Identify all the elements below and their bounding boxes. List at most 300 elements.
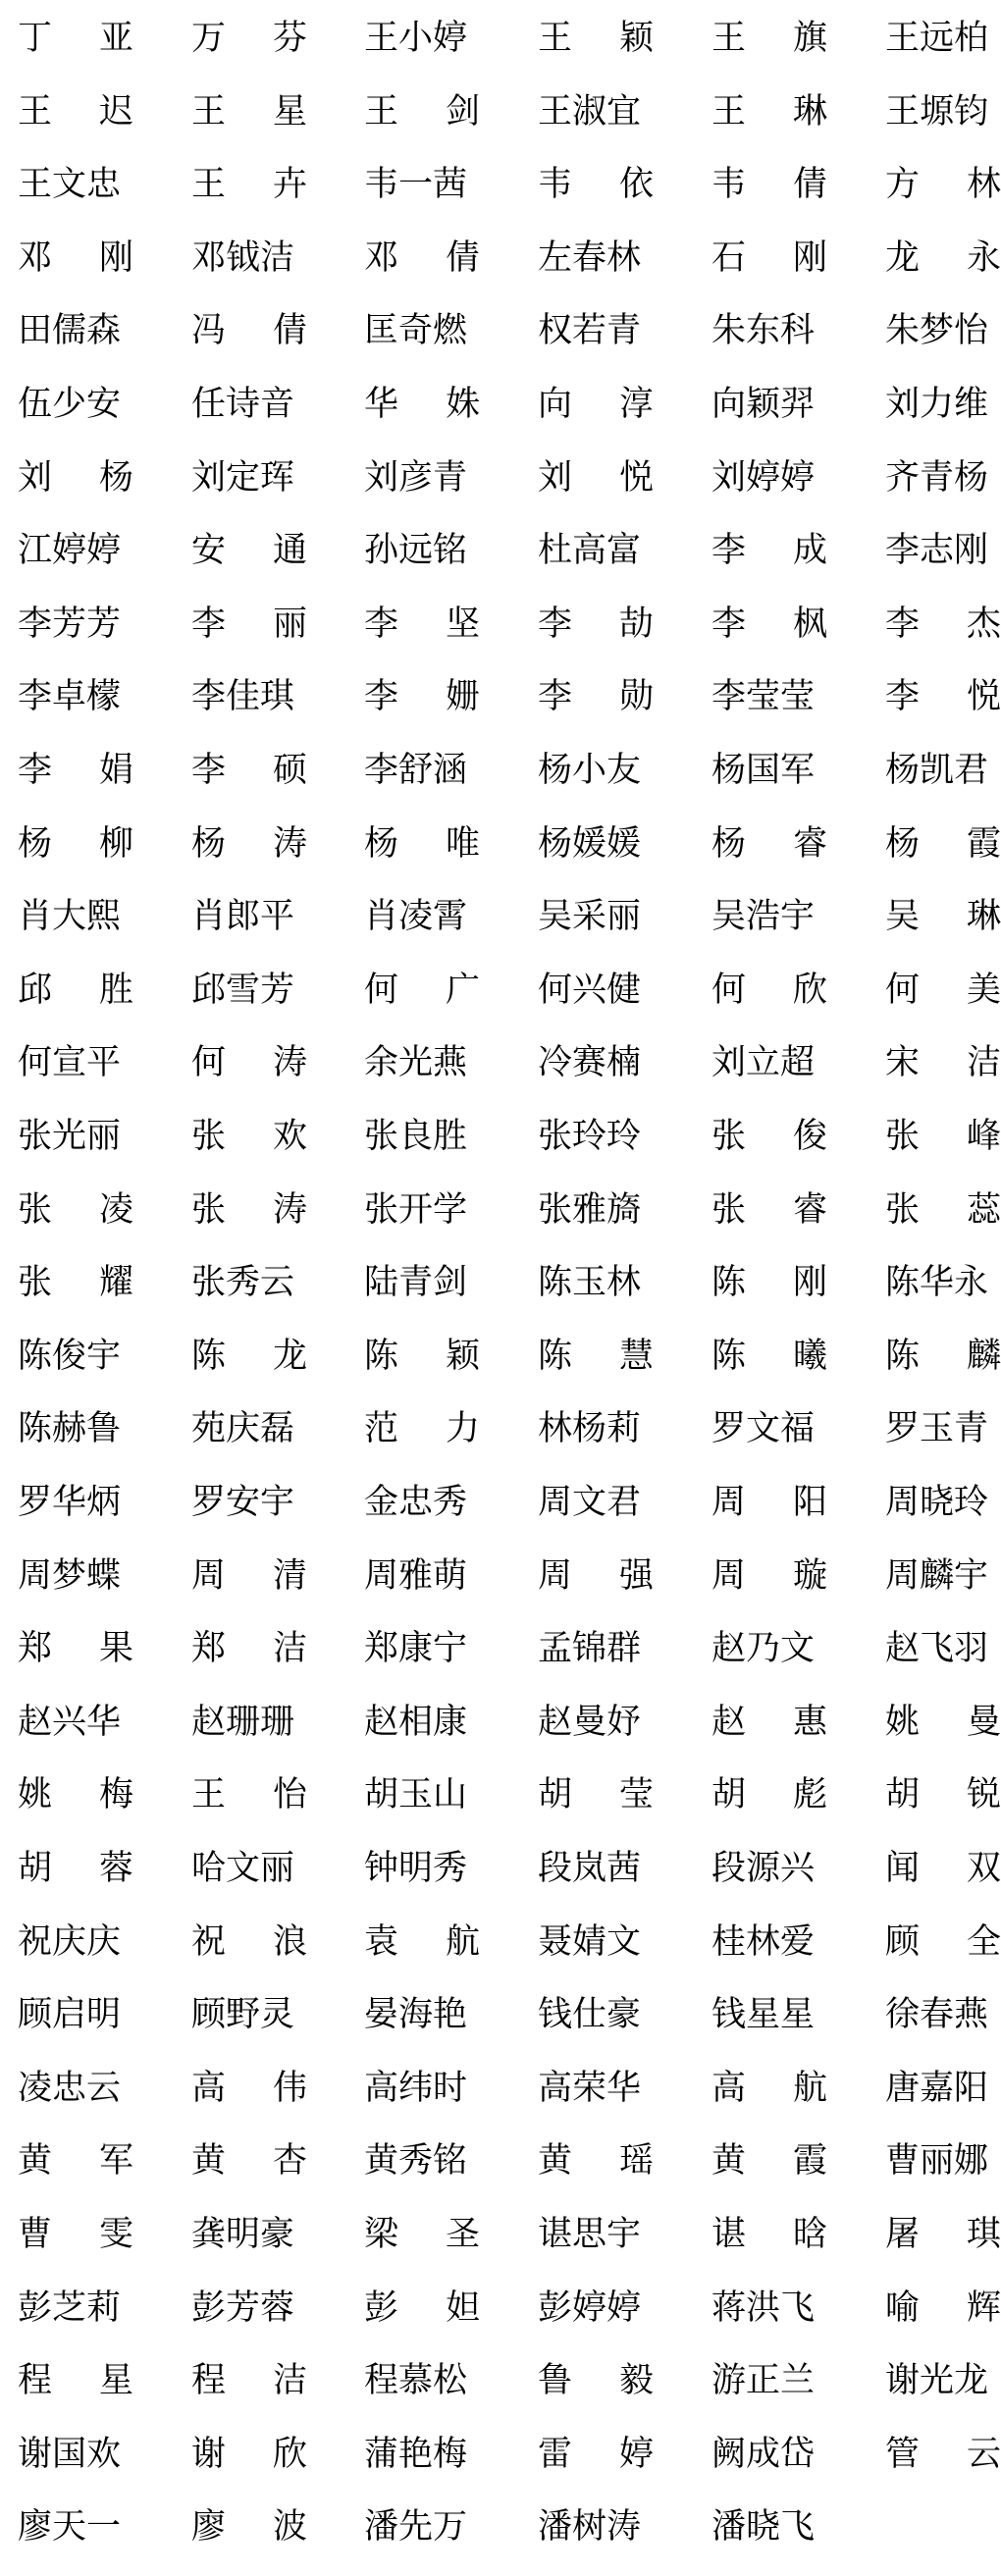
- name-cell: [538, 588, 654, 660]
- name-text: 周麟宇: [885, 1555, 989, 1596]
- name-cell: [538, 2198, 654, 2271]
- name-row: [0, 1174, 1001, 1246]
- name-cell: [711, 660, 827, 733]
- name-cell: [364, 2198, 480, 2271]
- name-cell: [191, 1906, 307, 1978]
- name-text: 左春林: [538, 237, 642, 278]
- name-cell: [885, 1466, 1001, 1539]
- name-cell: [538, 2418, 654, 2491]
- name-char: 吴: [885, 897, 921, 937]
- name-char: 高: [711, 2068, 747, 2108]
- name-cell: [538, 2052, 654, 2125]
- name-cell: [191, 1100, 307, 1173]
- name-char: 勋: [618, 677, 654, 717]
- name-char: 睿: [792, 823, 827, 864]
- name-cell: [538, 1832, 654, 1905]
- name-char: 程: [18, 2361, 53, 2401]
- name-char: 军: [98, 2141, 133, 2182]
- name-char: 胡: [885, 1775, 921, 1815]
- name-char: 成: [792, 531, 827, 571]
- name-cell: [364, 1686, 480, 1759]
- name-text: 朱梦怡: [885, 311, 989, 351]
- name-char: 范: [364, 1409, 399, 1449]
- name-text: 何兴健: [538, 970, 642, 1010]
- name-cell: [885, 1174, 1001, 1246]
- name-cell: [885, 2125, 1001, 2197]
- name-text: 齐青杨: [885, 457, 989, 498]
- name-text: 高纬时: [364, 2068, 468, 2108]
- name-char: 麟: [966, 1336, 1001, 1376]
- name-cell: [538, 1759, 654, 1831]
- name-char: 陈: [885, 1336, 921, 1376]
- name-cell: [885, 1978, 1001, 2051]
- name-char: 亚: [98, 19, 133, 58]
- name-char: 杨: [98, 457, 133, 498]
- name-cell: [885, 1906, 1001, 1978]
- name-char: 毅: [618, 2361, 654, 2401]
- name-cell: [364, 588, 480, 660]
- name-char: 枫: [792, 604, 827, 644]
- name-char: 王: [18, 91, 53, 131]
- name-char: 琳: [966, 897, 1001, 937]
- name-cell: [18, 808, 133, 880]
- name-cell: [538, 2491, 654, 2563]
- name-cell: [18, 1393, 133, 1465]
- name-char: 李: [538, 604, 573, 644]
- name-cell: [364, 1246, 480, 1319]
- name-char: 洁: [272, 1629, 307, 1669]
- name-cell: [364, 2125, 480, 2197]
- name-char: 黄: [191, 2141, 227, 2182]
- name-char: 李: [18, 751, 53, 790]
- name-cell: [18, 1320, 133, 1393]
- name-cell: [191, 368, 307, 441]
- name-text: 徐春燕: [885, 1995, 989, 2035]
- name-text: 伍少安: [18, 385, 122, 424]
- name-char: 霞: [792, 2141, 827, 2182]
- name-cell: [364, 368, 480, 441]
- name-char: 李: [364, 677, 399, 717]
- name-char: 黄: [538, 2141, 573, 2182]
- name-cell: [364, 514, 480, 587]
- name-text: 廖天一: [18, 2507, 122, 2548]
- name-cell: [364, 1466, 480, 1539]
- name-text: 王远柏: [885, 19, 989, 58]
- name-cell: [711, 2, 827, 75]
- name-text: 李舒涵: [364, 751, 468, 790]
- name-row: [0, 734, 997, 807]
- name-char: 林: [966, 165, 1001, 205]
- name-cell: [18, 1686, 133, 1759]
- name-text: 何宣平: [18, 1043, 122, 1083]
- name-cell: [711, 76, 827, 148]
- name-char: 高: [191, 2068, 227, 2108]
- name-char: 万: [191, 19, 227, 58]
- name-cell: [191, 734, 307, 807]
- name-char: 涛: [272, 1189, 307, 1230]
- name-char: 颖: [445, 1336, 480, 1376]
- name-cell: [191, 1759, 307, 1831]
- name-char: 屠: [885, 2215, 921, 2254]
- name-cell: [538, 660, 654, 733]
- name-cell: [191, 2198, 307, 2271]
- name-char: 航: [792, 2068, 827, 2108]
- name-char: 涛: [272, 1043, 307, 1083]
- name-row: [0, 1246, 997, 1319]
- name-cell: [191, 2272, 307, 2344]
- name-cell: [885, 954, 1001, 1026]
- name-text: 张光丽: [18, 1117, 122, 1156]
- name-cell: [885, 76, 1001, 148]
- name-char: 李: [711, 604, 747, 644]
- name-cell: [191, 2418, 307, 2491]
- name-cell: [191, 1832, 307, 1905]
- name-char: 郑: [18, 1629, 53, 1669]
- name-cell: [18, 1612, 133, 1685]
- name-char: 韦: [538, 165, 573, 205]
- name-cell: [191, 2491, 307, 2563]
- name-cell: [538, 808, 654, 880]
- name-char: 周: [711, 1483, 747, 1522]
- name-char: 郑: [191, 1629, 227, 1669]
- name-char: 龙: [885, 237, 921, 278]
- name-cell: [364, 1100, 480, 1173]
- name-cell: [191, 1320, 307, 1393]
- name-char: 涛: [272, 823, 307, 864]
- name-cell: [711, 222, 827, 294]
- name-text: 曹丽娜: [885, 2141, 989, 2182]
- name-text: 苑庆磊: [191, 1409, 295, 1449]
- name-cell: [191, 1466, 307, 1539]
- name-char: 莹: [618, 1775, 654, 1815]
- name-cell: [364, 808, 480, 880]
- name-cell: [191, 294, 307, 367]
- name-char: 蕊: [966, 1189, 1001, 1230]
- name-char: 张: [18, 1263, 53, 1303]
- name-cell: [711, 734, 827, 807]
- name-char: 欣: [272, 2434, 307, 2474]
- name-text: 杨凯君: [885, 751, 989, 790]
- name-cell: [364, 1540, 480, 1612]
- name-cell: [18, 1466, 133, 1539]
- name-row: [0, 2, 997, 75]
- name-cell: [18, 1540, 133, 1612]
- name-char: 曦: [792, 1336, 827, 1376]
- name-char: 双: [966, 1849, 1001, 1888]
- name-char: 柳: [98, 823, 133, 864]
- name-cell: [191, 2052, 307, 2125]
- name-cell: [538, 1026, 654, 1099]
- name-cell: [885, 368, 1001, 441]
- name-char: 李: [364, 604, 399, 644]
- name-cell: [18, 148, 133, 221]
- name-cell: [711, 294, 827, 367]
- name-cell: [364, 880, 480, 953]
- name-text: 刘立超: [711, 1043, 816, 1083]
- name-cell: [538, 2, 654, 75]
- name-cell: [538, 222, 654, 294]
- name-char: 芬: [272, 19, 307, 58]
- name-cell: [18, 1978, 133, 2051]
- name-cell: [711, 1978, 827, 2051]
- name-row: [0, 294, 997, 367]
- name-char: 卉: [272, 165, 307, 205]
- name-char: 广: [445, 970, 480, 1010]
- name-row: [0, 1612, 997, 1685]
- name-char: 睿: [792, 1189, 827, 1230]
- name-text: 林杨莉: [538, 1409, 642, 1449]
- name-cell: [364, 1393, 480, 1465]
- name-char: 李: [885, 604, 921, 644]
- name-cell: [711, 880, 827, 953]
- name-cell: [711, 2344, 827, 2417]
- name-row: [0, 880, 1001, 953]
- name-text: 阙成岱: [711, 2434, 816, 2474]
- name-char: 何: [191, 1043, 227, 1083]
- name-cell: [18, 2418, 133, 2491]
- name-text: 周文君: [538, 1483, 642, 1522]
- name-char: 俊: [792, 1117, 827, 1156]
- name-text: 刘力维: [885, 385, 989, 424]
- name-cell: [711, 1466, 827, 1539]
- name-cell: [364, 294, 480, 367]
- name-row: [0, 588, 1001, 660]
- name-char: 胜: [98, 970, 133, 1010]
- name-cell: [364, 1612, 480, 1685]
- name-text: 罗文福: [711, 1409, 816, 1449]
- name-text: 邓钺洁: [191, 237, 295, 278]
- name-cell: [538, 1466, 654, 1539]
- name-cell: [364, 148, 480, 221]
- name-char: 彭: [364, 2287, 399, 2328]
- name-row: [0, 368, 997, 441]
- name-cell: [364, 1906, 480, 1978]
- name-cell: [191, 1540, 307, 1612]
- name-char: 娟: [98, 751, 133, 790]
- name-char: 方: [885, 165, 921, 205]
- name-text: 张秀云: [191, 1263, 295, 1303]
- name-cell: [885, 660, 1001, 733]
- name-cell: [538, 1320, 654, 1393]
- name-cell: [191, 1978, 307, 2051]
- name-char: 姚: [18, 1775, 53, 1815]
- name-cell: [191, 1026, 307, 1099]
- name-text: 王塬钧: [885, 91, 989, 131]
- name-char: 曼: [966, 1702, 1001, 1742]
- name-char: 冯: [191, 311, 227, 351]
- name-char: 欣: [792, 970, 827, 1010]
- name-cell: [364, 954, 480, 1026]
- name-cell: [364, 1832, 480, 1905]
- name-char: 张: [18, 1189, 53, 1230]
- name-cell: [18, 1906, 133, 1978]
- name-cell: [711, 442, 827, 514]
- name-char: 全: [966, 1921, 1001, 1962]
- name-char: 浪: [272, 1921, 307, 1962]
- name-cell: [885, 442, 1001, 514]
- name-row: [0, 2491, 997, 2563]
- name-cell: [538, 1612, 654, 1685]
- name-char: 星: [98, 2361, 133, 2401]
- name-text: 谢光龙: [885, 2361, 989, 2401]
- name-char: 刘: [18, 457, 53, 498]
- name-text: 杨媛媛: [538, 823, 642, 864]
- name-char: 刚: [98, 237, 133, 278]
- name-cell: [18, 2272, 133, 2344]
- name-char: 张: [885, 1189, 921, 1230]
- name-cell: [885, 2418, 1001, 2491]
- name-text: 张雅旖: [538, 1189, 642, 1230]
- name-cell: [885, 2198, 1001, 2271]
- name-char: 梁: [364, 2215, 399, 2254]
- name-text: 陈华永: [885, 1263, 989, 1303]
- name-row: [0, 442, 997, 514]
- name-text: 黄秀铭: [364, 2141, 468, 2182]
- name-cell: [191, 660, 307, 733]
- name-row: [0, 1393, 997, 1465]
- name-cell: [538, 76, 654, 148]
- name-char: 龙: [272, 1336, 307, 1376]
- name-char: 杨: [885, 823, 921, 864]
- name-text: 钱仕豪: [538, 1995, 642, 2035]
- name-cell: [364, 1026, 480, 1099]
- name-cell: [538, 1906, 654, 1978]
- name-cell: [538, 294, 654, 367]
- name-cell: [711, 2491, 827, 2563]
- name-char: 陈: [711, 1336, 747, 1376]
- name-char: 邱: [18, 970, 53, 1010]
- name-cell: [18, 442, 133, 514]
- name-cell: [711, 1612, 827, 1685]
- name-text: 陈赫鲁: [18, 1409, 122, 1449]
- name-text: 罗华炳: [18, 1483, 122, 1522]
- name-text: 潘晓飞: [711, 2507, 816, 2548]
- name-cell: [885, 1832, 1001, 1905]
- name-cell: [364, 1320, 480, 1393]
- name-cell: [885, 1540, 1001, 1612]
- name-text: 蒲艳梅: [364, 2434, 468, 2474]
- name-char: 李: [711, 531, 747, 571]
- name-char: 惠: [792, 1702, 827, 1742]
- name-text: 赵相康: [364, 1702, 468, 1742]
- name-text: 顾野灵: [191, 1995, 295, 2035]
- name-char: 洁: [966, 1043, 1001, 1083]
- name-cell: [711, 1906, 827, 1978]
- name-char: 星: [272, 91, 307, 131]
- name-char: 王: [538, 19, 573, 58]
- name-text: 罗安宇: [191, 1483, 295, 1522]
- name-cell: [191, 880, 307, 953]
- name-char: 姝: [445, 385, 480, 424]
- name-char: 张: [711, 1189, 747, 1230]
- name-cell: [191, 588, 307, 660]
- name-cell: [18, 76, 133, 148]
- name-text: 李志刚: [885, 531, 989, 571]
- name-char: 旗: [792, 19, 827, 58]
- name-char: 圣: [445, 2215, 480, 2254]
- name-text: 周雅萌: [364, 1555, 468, 1596]
- name-cell: [538, 368, 654, 441]
- name-text: 刘彦青: [364, 457, 468, 498]
- name-char: 霞: [966, 823, 1001, 864]
- name-char: 雯: [98, 2215, 133, 2254]
- name-text: 段岚茜: [538, 1849, 642, 1888]
- name-char: 欢: [272, 1117, 307, 1156]
- name-cell: [364, 2491, 480, 2563]
- name-text: 潘先万: [364, 2507, 468, 2548]
- name-char: 雷: [538, 2434, 573, 2474]
- name-cell: [18, 2198, 133, 2271]
- name-cell: [885, 514, 1001, 587]
- name-char: 程: [191, 2361, 227, 2401]
- name-char: 永: [966, 237, 1001, 278]
- name-text: 谌思宇: [538, 2215, 642, 2254]
- name-cell: [364, 2418, 480, 2491]
- name-cell: [191, 2125, 307, 2197]
- name-text: 张玲玲: [538, 1117, 642, 1156]
- name-text: 彭芝莉: [18, 2287, 122, 2328]
- name-char: 强: [618, 1555, 654, 1596]
- name-text: 周梦蝶: [18, 1555, 122, 1596]
- name-row: [0, 222, 1001, 294]
- name-cell: [538, 148, 654, 221]
- name-text: 潘树涛: [538, 2507, 642, 2548]
- name-char: 琳: [792, 91, 827, 131]
- name-text: 桂林爱: [711, 1921, 816, 1962]
- name-cell: [364, 660, 480, 733]
- name-cell: [18, 2125, 133, 2197]
- name-cell: [191, 1174, 307, 1246]
- name-char: 锐: [966, 1775, 1001, 1815]
- name-cell: [711, 368, 827, 441]
- name-cell: [191, 1393, 307, 1465]
- name-char: 胡: [711, 1775, 747, 1815]
- name-cell: [885, 808, 1001, 880]
- name-cell: [885, 2052, 1001, 2125]
- name-cell: [191, 1686, 307, 1759]
- name-cell: [191, 442, 307, 514]
- name-cell: [18, 1759, 133, 1831]
- name-cell: [538, 2272, 654, 2344]
- name-char: 张: [711, 1117, 747, 1156]
- name-char: 谢: [191, 2434, 227, 2474]
- name-char: 辉: [966, 2287, 1001, 2328]
- name-text: 肖凌霄: [364, 897, 468, 937]
- name-text: 邱雪芳: [191, 970, 295, 1010]
- name-char: 陈: [364, 1336, 399, 1376]
- name-text: 江婷婷: [18, 531, 122, 571]
- name-char: 瑶: [618, 2141, 654, 2182]
- name-cell: [364, 734, 480, 807]
- name-cell: [191, 1612, 307, 1685]
- name-row: [0, 808, 1001, 880]
- name-char: 李: [191, 604, 227, 644]
- name-text: 胡玉山: [364, 1775, 468, 1815]
- name-char: 周: [711, 1555, 747, 1596]
- name-cell: [711, 1026, 827, 1099]
- name-cell: [885, 1026, 1001, 1099]
- name-text: 蒋洪飞: [711, 2287, 816, 2328]
- name-cell: [711, 588, 827, 660]
- name-char: 何: [711, 970, 747, 1010]
- name-row: [0, 1026, 1001, 1099]
- name-cell: [711, 954, 827, 1026]
- name-cell: [885, 1686, 1001, 1759]
- name-text: 赵飞羽: [885, 1629, 989, 1669]
- name-char: 谌: [711, 2215, 747, 2254]
- name-char: 张: [885, 1117, 921, 1156]
- name-char: 廖: [191, 2507, 227, 2548]
